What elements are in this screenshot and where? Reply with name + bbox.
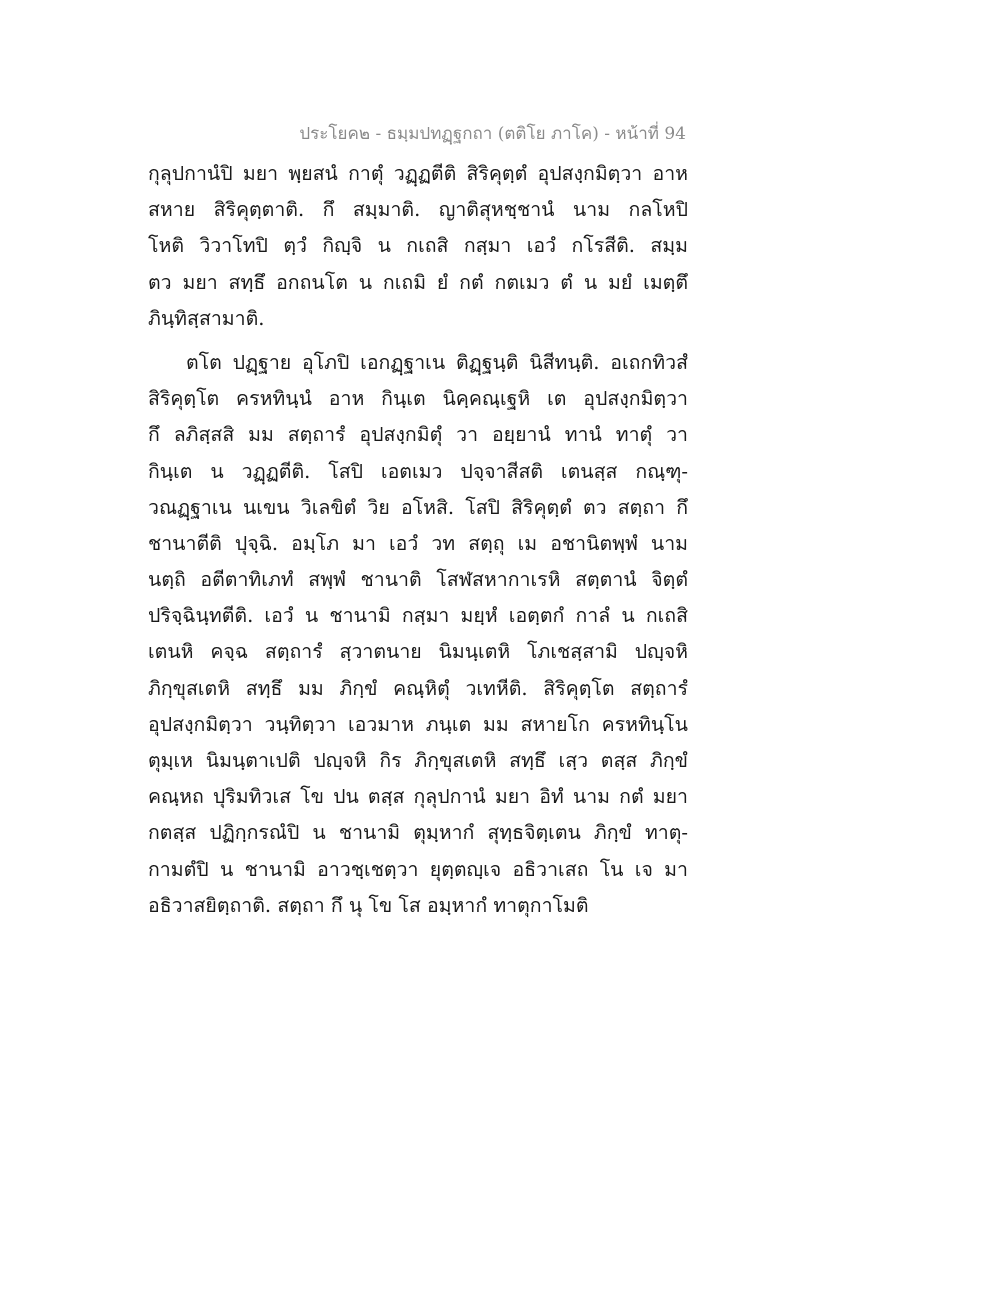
text-line: ตุมฺเห นิมนฺตาเปติ ปญฺจหิ กิร ภิกฺขุสเตหิ สทฺธึ เสฺว ตสฺส ภิกฺขํ (148, 749, 688, 772)
text-line: ภินฺทิสฺสามาติ. (148, 306, 265, 330)
text-line: เตนหิ คจฺฉ สตฺถารํ สฺวาตนาย นิมนฺเตหิ โภเชสฺสามิ ปญฺจหิ (148, 640, 688, 664)
text-line: ตโต ปฏฺฐาย อุโภปิ เอกฏฺฐาเน ติฏฺฐนฺติ นิสีทนฺติ. อเถกทิวสํ (186, 350, 688, 374)
text-line: อธิวาสยิตฺถาติ. สตฺถา กึ นุ โข โส อมฺหากํ ทาตุกาโมติ (148, 893, 589, 917)
text-line: สหาย สิริคุตฺตาติ. กึ สมฺมาติ. ญาติสุหชฺชานํ นาม กลโหปิ (148, 198, 688, 222)
text-line: คณฺหถ ปุริมทิวเส โข ปน ตสฺส กุลุปกานํ มยา อิทํ นาม กตํ มยา (148, 785, 688, 809)
text-line: กตสฺส ปฏิกฺกรณํปิ น ชานามิ ตุมฺหากํ สุทฺธจิตฺเตน ภิกฺขํ ทาตุ- (148, 821, 688, 845)
text-line: อุปสงฺกมิตฺวา วนฺทิตฺวา เอวมาห ภนฺเต มม สหายโก ครหทินฺโน (148, 712, 688, 736)
text-line: วณฏฺฐาเน นเขน วิเลขิตํ วิย อโหสิ. โสปิ สิริคุตฺตํ ตว สตฺถา กึ (148, 495, 688, 519)
text-line: โหติ วิวาโทปิ ตฺวํ กิญฺจิ น กเถสิ กสฺมา เอวํ กโรสีติ. สมฺม (148, 234, 688, 258)
text-line: สิริคุตฺโต ครหทินฺนํ อาห กินฺเต นิคฺคณฺเฐหิ เต อุปสงฺกมิตฺวา (148, 387, 688, 411)
paragraph-gap (148, 337, 688, 345)
body-text (148, 156, 688, 924)
text-line: กุลุปกานํปิ มยา พฺยสนํ กาตุํ วฏฺฏตีติ สิริคุตฺตํ อุปสงฺกมิตฺวา อาห (148, 162, 688, 185)
text-line: ภิกฺขุสเตหิ สทฺธึ มม ภิกฺขํ คณฺหิตุํ วเทหีติ. สิริคุตฺโต สตฺถารํ (148, 676, 688, 700)
text-line: กึ ลภิสฺสสิ มม สตฺถารํ อุปสงฺกมิตุํ วา อยฺยานํ ทานํ ทาตุํ วา (148, 423, 688, 447)
running-header: ประโยค๒ - ธมฺมปทฏฺฐกถา (ตติโย ภาโค) - หน้าที่ 94 (299, 124, 686, 144)
text-line: กามตํปิ น ชานามิ อาวชฺเชตฺวา ยุตฺตญฺเจ อธิวาเสถ โน เจ มา (148, 857, 688, 881)
text-line: ชานาตีติ ปุจฺฉิ. อมฺโภ มา เอวํ วท สตฺถุ เม อชานิตพฺพํ นาม (148, 531, 688, 555)
paragraph-1 (148, 156, 688, 337)
text-line: ปริจฺฉินฺทตีติ. เอวํ น ชานามิ กสฺมา มยฺหํ เอตฺตกํ กาลํ น กเถสิ (148, 604, 688, 628)
text-line: ตว มยา สทฺธึ อกถนโต น กเถมิ ยํ กตํ กตเมว ตํ น มยํ เมตฺตึ (148, 270, 688, 294)
paragraph-2 (148, 345, 688, 924)
text-line: นตฺถิ อตีตาทิเภทํ สพฺพํ ชานาติ โสฬสหากาเรหิ สตฺตานํ จิตฺตํ (148, 568, 688, 592)
text-line: กินฺเต น วฏฺฏตีติ. โสปิ เอตเมว ปจฺจาสีสติ เตนสฺส กณฺฑุ- (148, 459, 688, 483)
